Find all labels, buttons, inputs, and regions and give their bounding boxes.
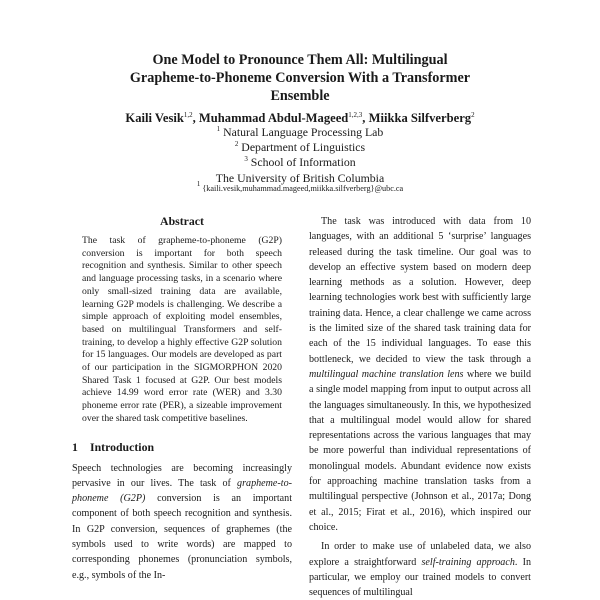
section-title-text: Introduction (90, 439, 155, 454)
right-column (309, 214, 531, 600)
affiliation-marker: 2 (234, 140, 239, 149)
section-number: 1 (72, 439, 78, 454)
affiliation-name: The University of British Columbia (215, 170, 385, 185)
author-affiliation-marker: 2 (471, 111, 475, 119)
abstract-text: The task of grapheme-to-phoneme (G2P) conversion is important for both speech recognition and synthesis. Similar to other speech and language processing tasks, in a scenario where only small-sized training data are available, learning G2P models is challenging. We describe a simple approach of exploiting model ensembles, based on multilingual Transformers and self-training, to develop a highly effective G2P solution for 15 languages. Our models are developed as part of our participation in the SIGMORPHON 2020 Shared Task 1 focused at G2P. Our best models achieve 14.99 word error rate (WER) and 3.30 phoneme error rate (PER), a sizeable improvement over the shared task competitive baselines. (82, 235, 282, 424)
text-run: . In particular, we employ our trained models to convert sequences of multilingual (309, 556, 531, 599)
author-name: Miikka Silfverberg (368, 111, 472, 125)
author-affiliation-marker: 1,2,3 (348, 111, 363, 119)
affiliation-name: Natural Language Processing Lab (223, 125, 384, 139)
left-column (72, 214, 292, 583)
text-run: Speech technologies are becoming increasingly pervasive in our lives. The task of (72, 462, 292, 489)
title-line-3: Ensemble (270, 88, 330, 104)
paper-title (60, 51, 540, 105)
affiliation (60, 140, 540, 155)
affiliation-list (60, 125, 540, 186)
affiliation-name: Department of Linguistics (241, 140, 366, 155)
text-run: The task was introduced with data from 10 languages, with an additional 5 ‘surprise’ languages released during the task timeline. Our goal was to develop an effective system based on modern deep learning methods as a solution. However, deep learning technologies work best with sufficiently large training data. Hence, a clear challenge we came across is the limited size of the shared task training data for each of the 15 individual languages. To ease this bottleneck, we decided to view the task through a (309, 216, 531, 365)
email-marker: 1 (196, 180, 201, 188)
affiliation-name: School of Information (250, 155, 356, 170)
emphasized-term: grapheme-to-phoneme (G2P) (72, 477, 292, 505)
emphasized-term: multilingual machine translation lens (309, 368, 464, 380)
affiliation (60, 125, 540, 140)
email-address[interactable]: {kaili.vesik,muhammad.mageed,miikka.silfverberg}@ubc.ca (202, 184, 404, 193)
affiliation-marker: 3 (244, 155, 248, 164)
text-run: conversion is an important component of both speech recognition and synthesis. In G2P conversion, sequences of graphemes (the symbols used to write words) are mapped to corresponding phonemes (pronunciation symbols, e.g., symbols of the In- (72, 493, 293, 581)
emphasized-term: self-training approach (421, 556, 515, 568)
body-paragraph (309, 214, 531, 535)
introduction-paragraph (72, 461, 292, 583)
author-list: Kaili Vesik$^{1,2}$, Muhammad Abdul-Mageed$^{1,2,3}$, Miikka Silfverberg$^2$ (125, 111, 475, 125)
abstract-heading: Abstract (160, 214, 204, 228)
text-run: where we build a single model mapping from input to output across all the languages simultaneously. In this, we hypothesized that a multilingual model would allow for shared representations across the various languages that may be more powerful than individual representations of monolingual models. Abundant evidence now exists for approaching machine translation tasks from a multilingual perspective (Johnson et al., 2017a; Dong et al., 2015; Firat et al., 2016), which inspired our choice. (309, 368, 531, 533)
author-name: Kaili Vesik (125, 111, 184, 125)
affiliation (60, 155, 540, 170)
title-line-1: One Model to Pronounce Them All: Multilingual (152, 52, 448, 68)
section-heading-introduction (72, 440, 292, 455)
text-run: In order to make use of unlabeled data, we also explore a straightforward (309, 541, 531, 568)
author-email[interactable] (60, 180, 540, 194)
affiliation-marker: 1 (216, 125, 221, 133)
author-name: Muhammad Abdul-Mageed (198, 111, 349, 125)
title-line-2: Grapheme-to-Phoneme Conversion With a Transformer (129, 70, 471, 86)
author-affiliation-marker: 1,2 (183, 111, 193, 119)
body-paragraph (309, 539, 531, 600)
